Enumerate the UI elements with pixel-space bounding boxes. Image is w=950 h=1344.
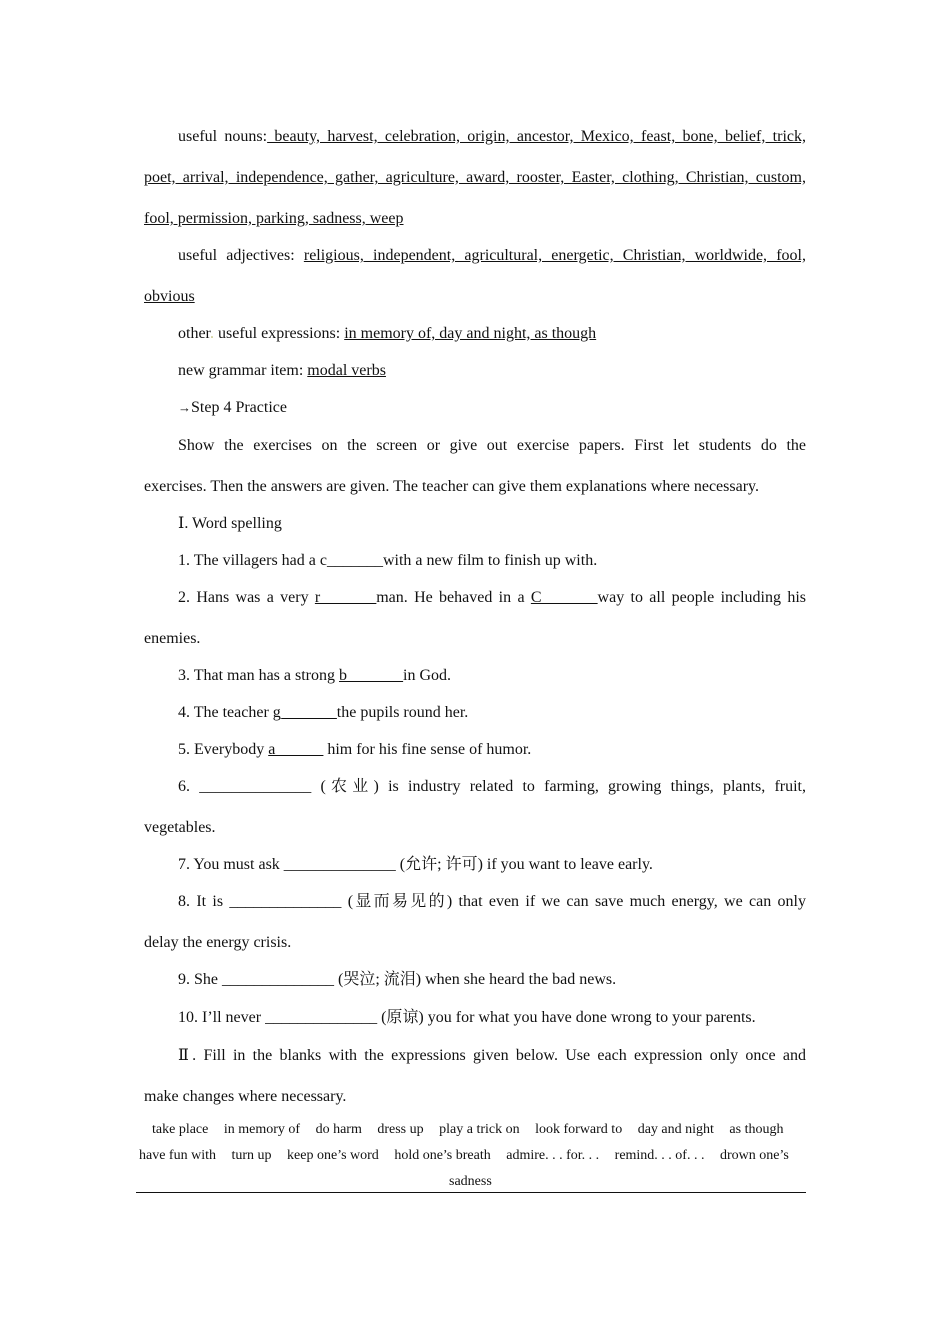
arrow-icon: → <box>178 400 191 415</box>
section-2-line-2: make changes where necessary. <box>144 1088 347 1105</box>
q2-part-a: 2. Hans was a very <box>178 589 315 606</box>
q3-part-a: 3. That man has a strong <box>178 667 340 684</box>
nouns-label: useful nouns: <box>178 128 268 145</box>
expr-item: dress up <box>377 1122 424 1137</box>
expr-item: as though <box>729 1122 784 1137</box>
nouns-line-3: fool, permission, parking, sadness, weep <box>144 210 404 227</box>
expr-item: in memory of <box>223 1122 301 1137</box>
expressions-label-a: other <box>178 325 210 342</box>
grammar-label: new grammar item: <box>178 362 304 379</box>
expr-item: look forward to <box>535 1122 623 1137</box>
expr-item: take place <box>152 1122 209 1137</box>
expressions-label-b: useful expressions: <box>214 325 341 342</box>
q5-blank: a______ <box>268 741 324 758</box>
question-6-line-1: 6. ______________ (农业) is industry related to farming, growing things, plants, fruit, <box>178 778 806 795</box>
q3-part-c: in God. <box>403 667 452 684</box>
q2-part-c: man. He behaved in a <box>376 589 531 606</box>
expressions-value: in memory of, day and night, as though <box>344 325 597 342</box>
question-4 <box>178 702 806 724</box>
adjectives-list-1: religious, independent, agricultural, energetic, Christian, worldwide, fool, <box>303 247 806 264</box>
question-3 <box>178 665 806 687</box>
q4-part-c: the pupils round her. <box>336 704 469 721</box>
q10-part-a: 10. I’ll never ______ <box>178 1009 314 1026</box>
question-2-line-1 <box>178 587 806 609</box>
question-6-line-2: vegetables. <box>144 819 216 836</box>
bottom-rule <box>136 1192 806 1193</box>
adjectives-label: useful adjectives: <box>178 247 295 264</box>
section-2-part-a: Ⅱ. Fill in the blanks with the expressions given below. Use each expressio <box>178 1047 695 1064</box>
question-8-line-2: delay the energy crisis. <box>144 934 292 951</box>
q2-blank-r: r_______ <box>314 589 377 606</box>
section-1-heading: Ⅰ. Word spelling <box>178 515 282 532</box>
grammar-line <box>178 360 806 382</box>
q2-part-e: way to all people including his <box>597 589 806 606</box>
q4-blank: g_______ <box>272 704 337 721</box>
instructions-line-1: Show the exercises on the screen or give out exercise papers. First let students do the <box>178 437 806 454</box>
section-2-part-b: n only once and <box>694 1047 806 1064</box>
q10-part-b: ________ (原谅) you for what you have done wrong to your parents. <box>313 1009 756 1026</box>
question-8-line-1: 8. It is ______________ (显而易见的) that even if we can save much energy, we can only <box>178 893 806 910</box>
stray-mark: . <box>210 325 214 342</box>
nouns-line-1 <box>178 126 806 148</box>
nouns-line-2: poet, arrival, independence, gather, agriculture, award, rooster, Easter, clothing, Christian, custom, <box>144 169 806 186</box>
expressions-line <box>178 323 806 345</box>
expr-item: keep one’s word <box>287 1148 379 1163</box>
expr-item: day and night <box>637 1122 714 1137</box>
question-1 <box>178 550 806 572</box>
expr-item: turn up <box>231 1148 272 1163</box>
question-10 <box>178 1007 806 1029</box>
q5-part-c: him for his fine sense of humor. <box>323 741 532 758</box>
expr-item: admire. . . for. . . <box>506 1148 600 1163</box>
adjectives-line-2: obvious <box>144 288 195 305</box>
expr-item: have fun with <box>139 1148 216 1163</box>
expressions-row-3 <box>449 1172 492 1192</box>
grammar-value: modal verbs <box>307 362 386 379</box>
question-5 <box>178 739 806 761</box>
expr-item: remind. . . of. . . <box>614 1148 705 1163</box>
nouns-list-1: beauty, harvest, celebration, origin, ancestor, Mexico, feast, bone, belief, trick, <box>267 128 807 145</box>
expressions-row-1 <box>152 1120 783 1140</box>
question-7: 7. You must ask ______________ (允许; 许可) if you want to leave early. <box>178 856 653 873</box>
expr-item: sadness <box>449 1174 492 1189</box>
section-2-line-1 <box>178 1045 806 1067</box>
adjectives-line-1 <box>178 245 806 267</box>
question-2-line-2: enemies. <box>144 630 201 647</box>
expressions-row-2 <box>139 1146 789 1166</box>
q5-part-a: 5. Everybody <box>178 741 269 758</box>
question-1-text: 1. The villagers had a c_______with a new film to finish up with. <box>178 552 598 569</box>
instructions-line-2: exercises. Then the answers are given. The teacher can give them explanations where necessary. <box>144 478 759 495</box>
expr-item: play a trick on <box>439 1122 520 1137</box>
expr-item: do harm <box>315 1122 362 1137</box>
q4-part-a: 4. The teacher <box>178 704 273 721</box>
expr-item: drown one’s <box>719 1148 789 1163</box>
question-9: 9. She ______________ (哭泣; 流泪) when she heard the bad news. <box>178 971 617 988</box>
step-title: Step 4 Practice <box>191 399 287 416</box>
step-heading <box>178 397 806 419</box>
q2-blank-c: C_______ <box>530 589 598 606</box>
expr-item: hold one’s breath <box>394 1148 491 1163</box>
q3-blank: b_______ <box>339 667 404 684</box>
